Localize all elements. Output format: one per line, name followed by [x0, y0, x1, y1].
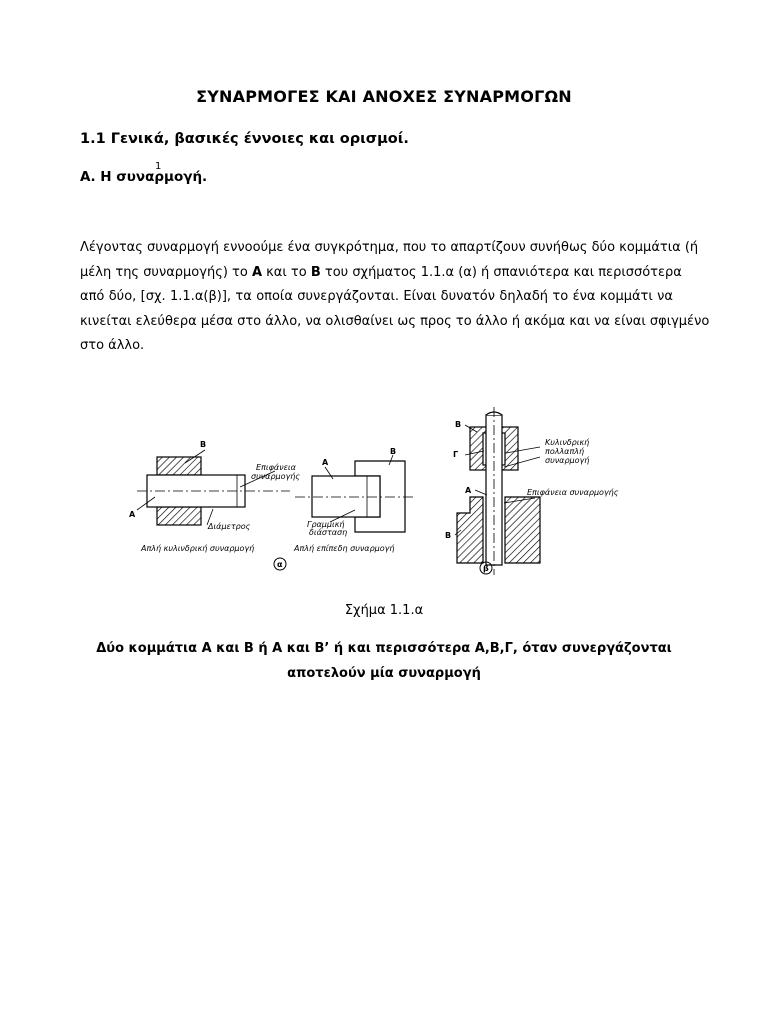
figure-caption-right: Απλή επίπεδη συναρμογή: [294, 544, 395, 553]
paragraph-line: στο άλλο.: [80, 338, 145, 353]
text-run: του σχήματος 1.1.α (α) ή σπανιότερα και περισσότερα: [320, 264, 682, 280]
subsection-title: Α. Η συναρμογή.: [80, 169, 208, 185]
figure-label: β: [483, 564, 489, 573]
figure-label: Β: [455, 420, 462, 429]
figure-description-line: αποτελούν μία συναρμογή: [287, 666, 481, 681]
figure-label: Διάμετρος: [208, 522, 251, 531]
figure-label: συναρμογή: [545, 456, 590, 465]
fits-figure: [115, 405, 655, 590]
figure-label: Γραμμική: [307, 520, 345, 529]
figure-label: Κυλινδρική: [545, 438, 590, 447]
paragraph-line: από δύο, [σχ. 1.1.α(β)], τα οποία συνεργάζονται. Είναι δυνατόν δηλαδή το ένα κομμάτι να: [80, 289, 673, 304]
paragraph-line: Λέγοντας συναρμογή εννοούμε ένα συγκρότημα, που το απαρτίζουν συνήθως δύο κομμάτια (ή: [80, 240, 699, 255]
text-run: μέλη της συναρμογής) το: [80, 264, 252, 280]
figure-label: Β: [445, 531, 452, 540]
figure-description-line: Δύο κομμάτια Α και Β ή Α και Β’ ή και περισσότερα Α,Β,Γ, όταν συνεργάζονται: [96, 641, 672, 656]
figure-caption: Σχήμα 1.1.α: [344, 603, 424, 618]
figure-label: πολλαπλή: [545, 447, 585, 456]
body-paragraph: [80, 236, 710, 359]
figure-label: Β: [390, 447, 397, 456]
figure-label: διάσταση: [309, 528, 348, 537]
footnote-marker: 1: [155, 161, 162, 172]
figure-label: Β: [200, 440, 207, 449]
text-run: και το: [262, 264, 311, 280]
paragraph-line: [80, 261, 682, 286]
bold-run: Β: [310, 264, 321, 280]
figure-label: Α: [129, 510, 136, 519]
figure-label: Α: [465, 486, 472, 495]
figure-label: Γ: [453, 450, 459, 459]
figure-caption-left: Απλή κυλινδρική συναρμογή: [141, 544, 255, 553]
figure-description: [90, 636, 678, 686]
figure-label: Α: [322, 458, 329, 467]
paragraph-line: κινείται ελεύθερα μέσα στο άλλο, να ολισθαίνει ως προς το άλλο ή ακόμα και να είναι σφιγμένο: [80, 313, 710, 329]
bold-run: Α: [251, 264, 263, 280]
cylindrical-fit-drawing: [137, 450, 290, 525]
figure-label: α: [277, 560, 283, 569]
section-title: 1.1 Γενικά, βασικές έννοιες και ορισμοί.: [80, 131, 409, 147]
figure-label: συναρμογής: [251, 472, 301, 481]
page-title: ΣΥΝΑΡΜΟΓΕΣ ΚΑΙ ΑΝΟΧΕΣ ΣΥΝΑΡΜΟΓΩΝ: [196, 87, 572, 106]
figure-label: Επιφάνεια: [256, 463, 296, 472]
figure-label: Επιφάνεια συναρμογής: [527, 488, 619, 497]
